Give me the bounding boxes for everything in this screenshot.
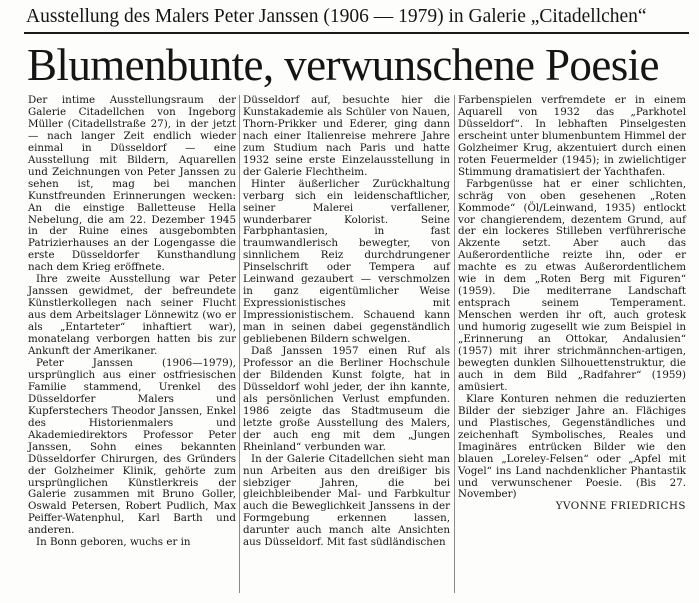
headline: Blumenbunte, verwunschene Poesie: [27, 40, 659, 90]
column-2: [243, 95, 450, 595]
paragraph: Farbenspielen verfremdete er in einem Aquarell von 1932 das „Parkhotel Düsseldorf“. In lebhaften Pinselgesten erscheint unter blumenbuntem Himmel der Golzheimer Krug, akzentuiert durch einen roten Feuermelder (1945); in zwielichtiger Stimmung dramatisiert der Yachthafen.: [458, 94, 687, 178]
paragraph: Klare Konturen nehmen die reduzierten Bilder der siebziger Jahre an. Flächiges und Plastisches, Gegenständliches und zeichenhaft Symbolisches, Reales und Imaginäres entrücken Bilder wie den blauen „Loreley-Felsen“ oder „Apfel mit Vogel“ ins Land nachdenklicher Phantastik und verwunschener Poesie. (Bis 27. November): [458, 392, 686, 501]
paragraph: Farbgenüsse hat er einer schlichten, schräg von oben gesehenen „Roten Kommode“ (Öl/Leinwand, 1935) entlockt vor changierendem, dezentem Grund, auf der ein lockeres Stilleben verführerische Akzente setzt. Aber auch das Außerordentliche reizte ihn, oder er machte es zu etwas Außerordentlichem wie in dem „Roten Berg mit Figuren“ (1959). Die mediterrane Landschaft entsprach seinem Temperament. Menschen werden ihr oft, auch grotesk und humorig zugesellt wie zum Beispiel in „Erinnerung an Ottokar, Andalusien“ (1957) mit ihrer strichmännchen-artigen, bewegten dunklen Silhouettenstruktur, die auch in dem Bild „Radfahrer“ (1959) amüsiert.: [458, 177, 686, 393]
paragraph: Düsseldorf auf, besuchte hier die Kunstakademie als Schüler von Nauen, Thorn-Prikker und Ederer, ging dann nach einer Italienreise mehrere Jahre zum Studium nach Paris und hatte 1932 seine erste Einzelausstellung in der Galerie Flechtheim.: [243, 94, 450, 178]
column-divider: [454, 95, 455, 593]
author-signature: YVONNE FRIEDRICHS: [555, 500, 686, 513]
paragraph: In Bonn geboren, wuchs er in: [36, 536, 191, 549]
byline: [458, 501, 686, 513]
paragraph: In der Galerie Citadellchen sieht man nun Arbeiten aus den dreißiger bis siebziger Jahren, die bei gleichbleibender Mal- und Farbkultur auch die Beweglichkeit Janssens in der Formgebung erkennen lassen, darunter auch manch alte Ansichten aus Düsseldorf. Mit fast südländischen: [243, 452, 450, 549]
headline-rule: [24, 32, 689, 34]
paragraph: Peter Janssen (1906—1979), ursprünglich aus einer ostfriesischen Familie stammend, Urenkel des Düsseldorfer Malers und Kupferstechers Theodor Janssen, Enkel des Historienmalers und Akademiedirektors Professor Peter Janssen, Sohn eines bekannten Düsseldorfer Chirurgen, des Gründers der Golzheimer Klinik, gehörte zum ursprünglichen Künstlerkreis der Galerie zusammen mit Bruno Goller, Oswald Petersen, Robert Pudlich, Max Peiffer-Watenphul, Karl Barth und anderen.: [28, 356, 236, 537]
paragraph: Hinter äußerlicher Zurückhaltung verbarg sich ein leidenschaftlicher, seiner Malerei verfallener, wunderbarer Kolorist. Seine Farbphantasien, in fast traumwandlerisch bewegter, von sinnlichem Reiz durchdrungener Pinselschrift oder Tempera auf Leinwand gezaubert — verschmolzen in ganz eigentümlicher Weise Expressionistisches mit Impressionistischem. Schauend kann man in seinen dabei gegenständlich gebliebenen Bildern schwelgen.: [243, 177, 450, 346]
column-divider: [239, 95, 240, 593]
paragraph: Der intime Ausstellungsraum der Galerie Citadellchen von Ingeborg Müller (Citadellstraße 27), in der jetzt — nach langer Zeit endlich wieder einmal in Düsseldorf — eine Ausstellung mit Bildern, Aquarellen und Zeichnungen von Peter Janssen zu sehen ist, mag bei manchen Kunstfreunden Erinnerungen wecken: An die einstige Balletteuse Hella Nebelung, die am 22. Dezember 1945 in der Ruine eines ausgebombten Patrizierhauses an der Logengasse die erste Düsseldorfer Kunsthandlung nach dem Krieg eröffnete.: [28, 94, 236, 274]
column-3: [458, 95, 686, 595]
column-1: [28, 95, 236, 595]
overline: Ausstellung des Malers Peter Janssen (1906 — 1979) in Galerie „Citadellchen“: [26, 6, 647, 27]
paragraph: Ihre zweite Ausstellung war Peter Janssen gewidmet, der befreundete Künstlerkollegen nach seiner Flucht aus dem Arbeitslager Lönnewitz (wo er als „Entarteter“ inhaftiert war), monatelang verborgen hatten bis zur Ankunft der Amerikaner.: [28, 273, 236, 358]
paragraph: Daß Janssen 1957 einen Ruf als Professor an die Berliner Hochschule der Bildenden Kunst folgte, hat in Düsseldorf wohl jeder, der ihn kannte, als persönlichen Verlust empfunden. 1986 zeigte das Stadtmuseum die letzte große Ausstellung des Malers, der auch eng mit dem „Jungen Rheinland“ verbunden war.: [243, 345, 450, 453]
